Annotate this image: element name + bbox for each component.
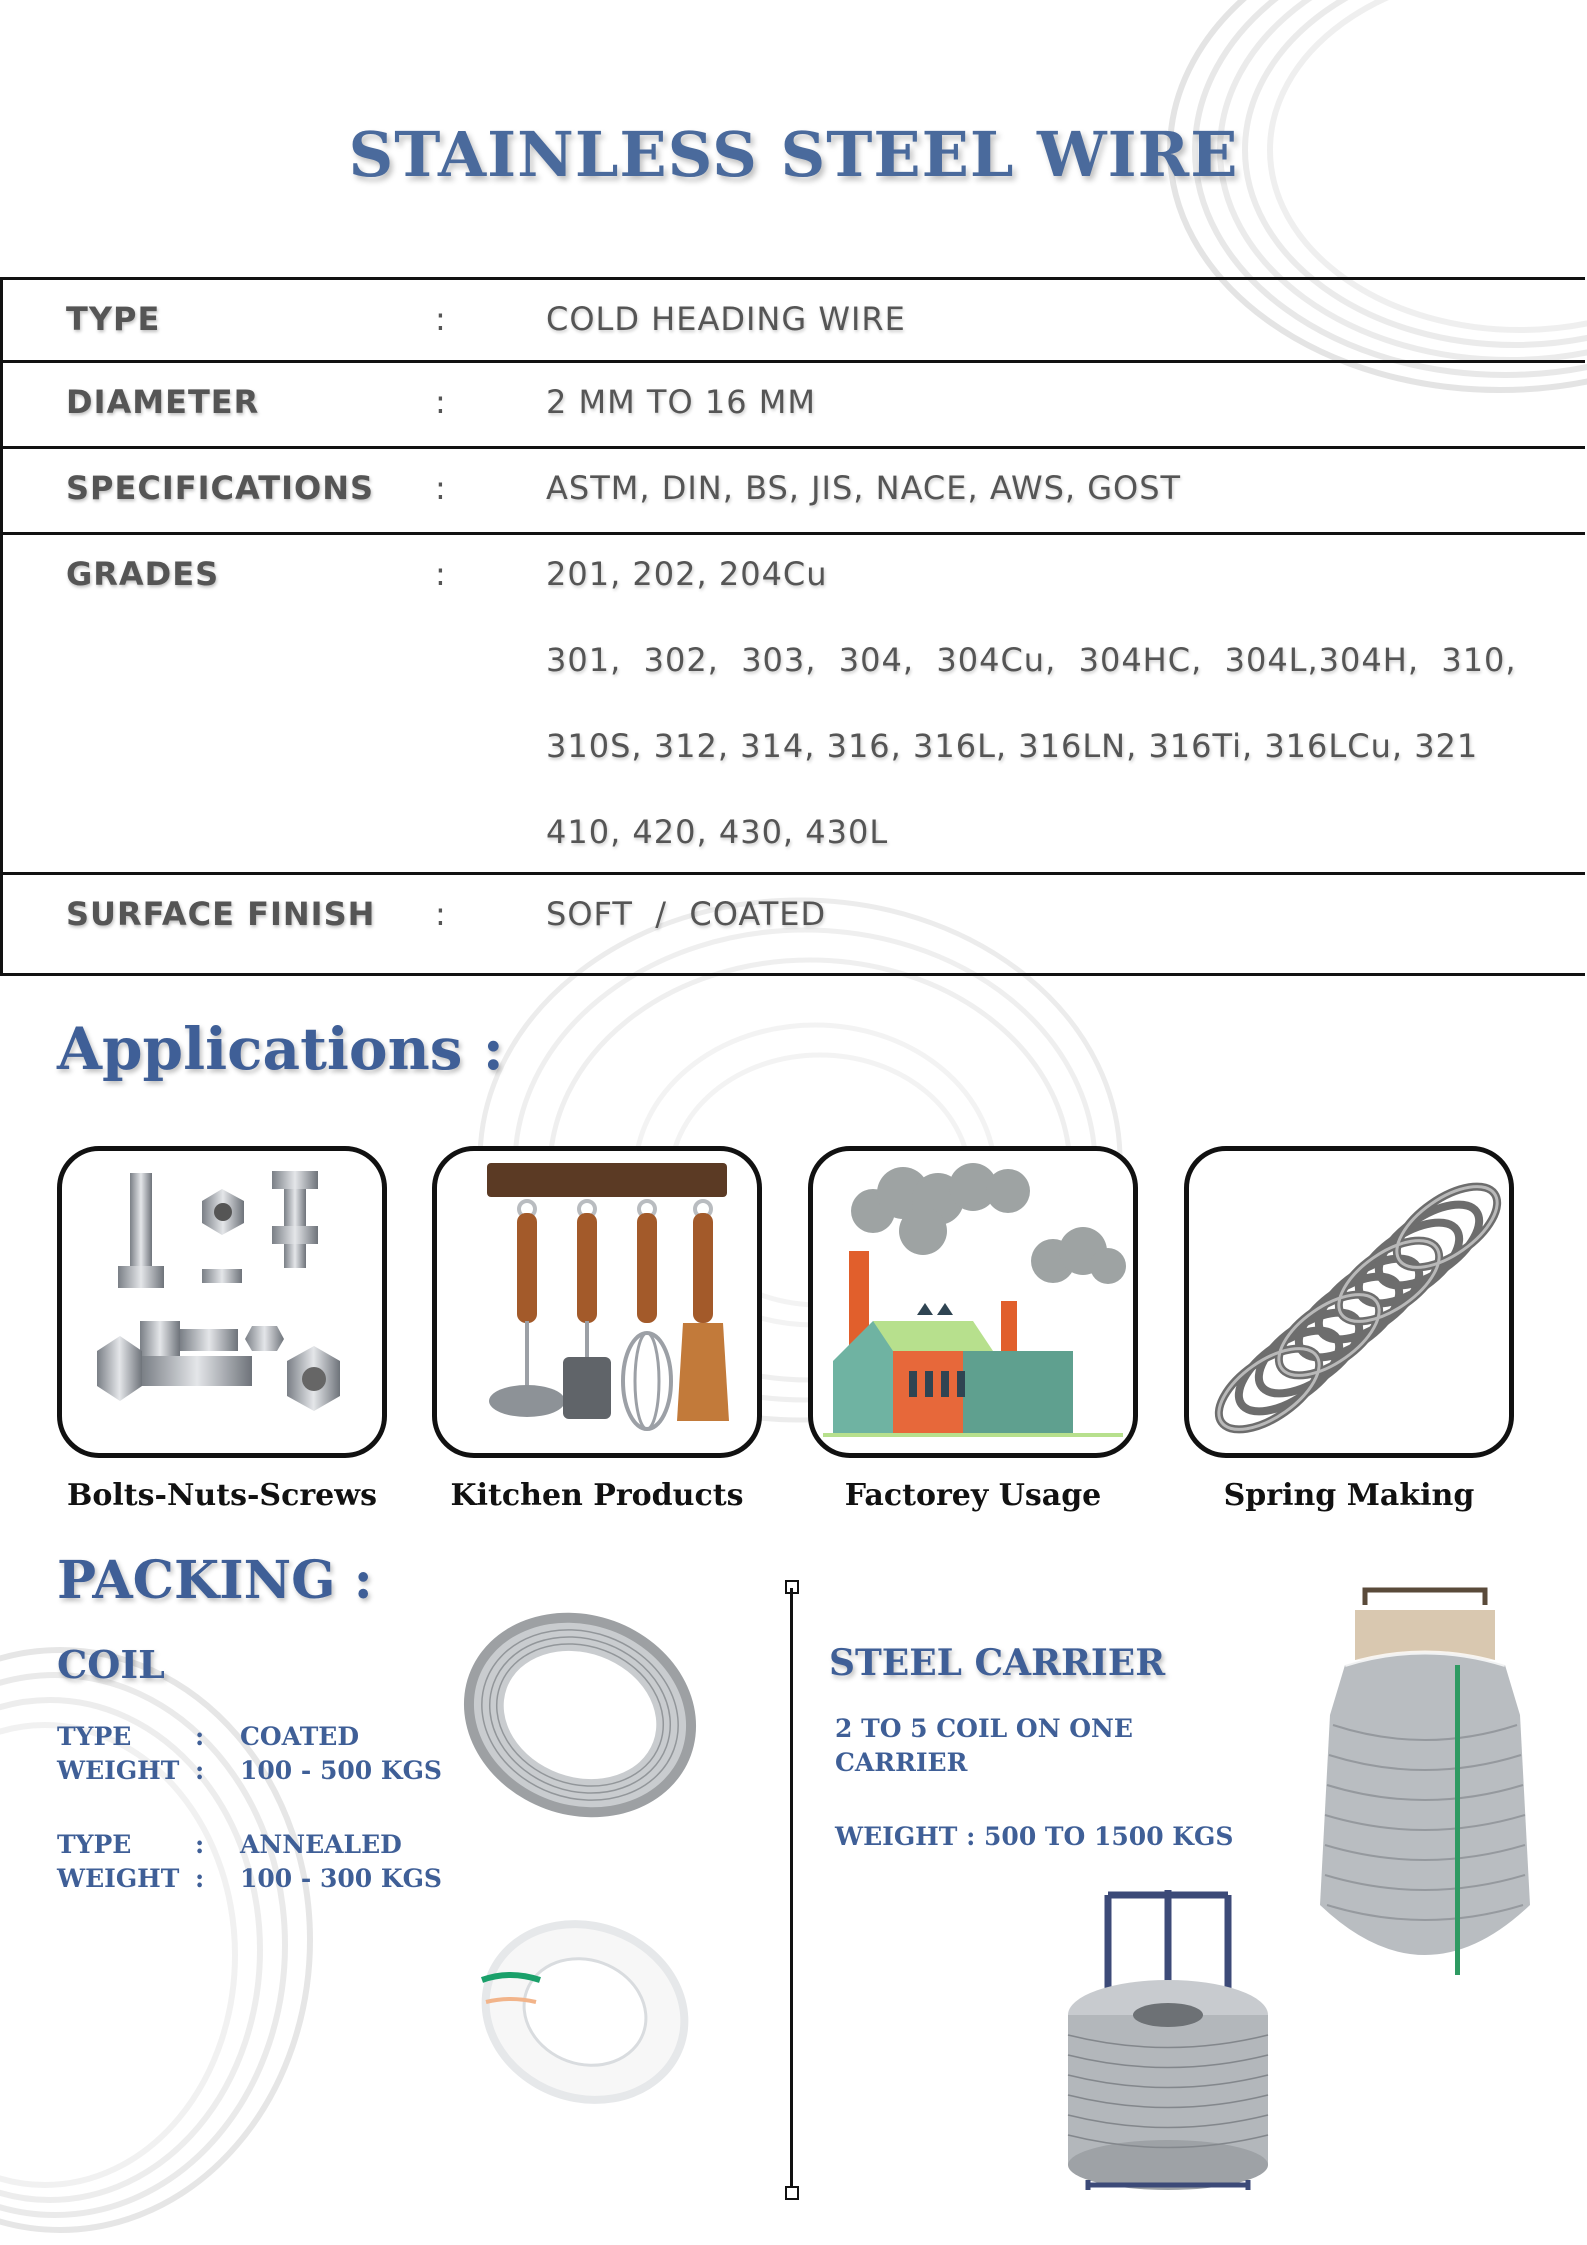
carrier-line-2: CARRIER (835, 1748, 968, 1777)
app-caption-bolts: Bolts-Nuts-Screws (67, 1478, 377, 1513)
spec-colon: : (435, 469, 446, 507)
grade-line: 301, 302, 303, 304, 304Cu, 304HC, 304L,304H, 310, (546, 641, 1517, 679)
coil-type-label: TYPE (57, 1722, 132, 1751)
applications-heading: Applications : (57, 1015, 505, 1083)
spec-label: GRADES (66, 555, 220, 593)
coil-weight-label: WEIGHT (57, 1756, 180, 1785)
coil-type-value: COATED (240, 1722, 360, 1751)
coil-weight-value: 100 - 300 KGS (240, 1864, 442, 1893)
packing-divider (790, 1588, 793, 2188)
coil-type-label: TYPE (57, 1830, 132, 1859)
grade-line: 310S, 312, 314, 316, 316L, 316LN, 316Ti, 316LCu, 321 (546, 727, 1479, 765)
factory-icon (813, 1151, 1133, 1453)
app-caption-kitchen: Kitchen Products (450, 1478, 744, 1513)
spring-icon (1189, 1151, 1509, 1453)
spec-row-diameter (3, 363, 1585, 449)
spec-value: COLD HEADING WIRE (546, 300, 906, 338)
app-caption-spring: Spring Making (1223, 1478, 1475, 1513)
grade-line: 201, 202, 204Cu (546, 555, 828, 593)
spec-row-surface-finish (3, 875, 1585, 973)
annealed-coil-image (470, 1910, 700, 2115)
app-caption-factory: Factorey Usage (844, 1478, 1102, 1513)
bolts-nuts-icon (62, 1151, 382, 1453)
spec-label: SPECIFICATIONS (66, 469, 375, 507)
background-wire-coil-bottom-left (0, 1600, 320, 2245)
coated-coil-image (450, 1600, 710, 1830)
packing-heading: PACKING : (57, 1550, 373, 1611)
spec-value: 2 MM TO 16 MM (546, 383, 816, 421)
spec-label: TYPE (66, 300, 161, 338)
app-card-factory (808, 1146, 1138, 1458)
wrapped-carrier-image (1305, 1585, 1545, 1995)
steel-carrier-image (1058, 1885, 1283, 2195)
spec-colon: : (435, 895, 446, 933)
coil-weight-value: 100 - 500 KGS (240, 1756, 442, 1785)
spec-label: SURFACE FINISH (66, 895, 376, 933)
carrier-line-1: 2 TO 5 COIL ON ONE (835, 1714, 1133, 1743)
coil-weight-sep: : (195, 1864, 205, 1893)
carrier-weight: WEIGHT : 500 TO 1500 KGS (835, 1822, 1234, 1851)
steel-carrier-heading: STEEL CARRIER (829, 1642, 1166, 1684)
spec-row-type (3, 280, 1585, 363)
spec-colon: : (435, 300, 446, 338)
app-card-bolts (57, 1146, 387, 1458)
grade-line: 410, 420, 430, 430L (546, 813, 889, 851)
spec-row-specifications (3, 449, 1585, 535)
divider-cap-bottom (785, 2186, 799, 2200)
spec-value: SOFT / COATED (546, 895, 827, 933)
app-card-kitchen (432, 1146, 762, 1458)
coil-type-sep: : (195, 1722, 205, 1751)
spec-label: DIAMETER (66, 383, 260, 421)
spec-colon: : (435, 383, 446, 421)
coil-heading: COIL (57, 1642, 165, 1687)
spec-table (0, 277, 1585, 976)
coil-weight-label: WEIGHT (57, 1864, 180, 1893)
coil-type-sep: : (195, 1830, 205, 1859)
spec-value: ASTM, DIN, BS, JIS, NACE, AWS, GOST (546, 469, 1182, 507)
page-title: STAINLESS STEEL WIRE (348, 118, 1239, 191)
kitchen-utensils-icon (437, 1151, 757, 1453)
coil-weight-sep: : (195, 1756, 205, 1785)
app-card-spring (1184, 1146, 1514, 1458)
spec-row-grades (3, 535, 1585, 875)
coil-type-value: ANNEALED (240, 1830, 402, 1859)
spec-colon: : (435, 555, 446, 593)
